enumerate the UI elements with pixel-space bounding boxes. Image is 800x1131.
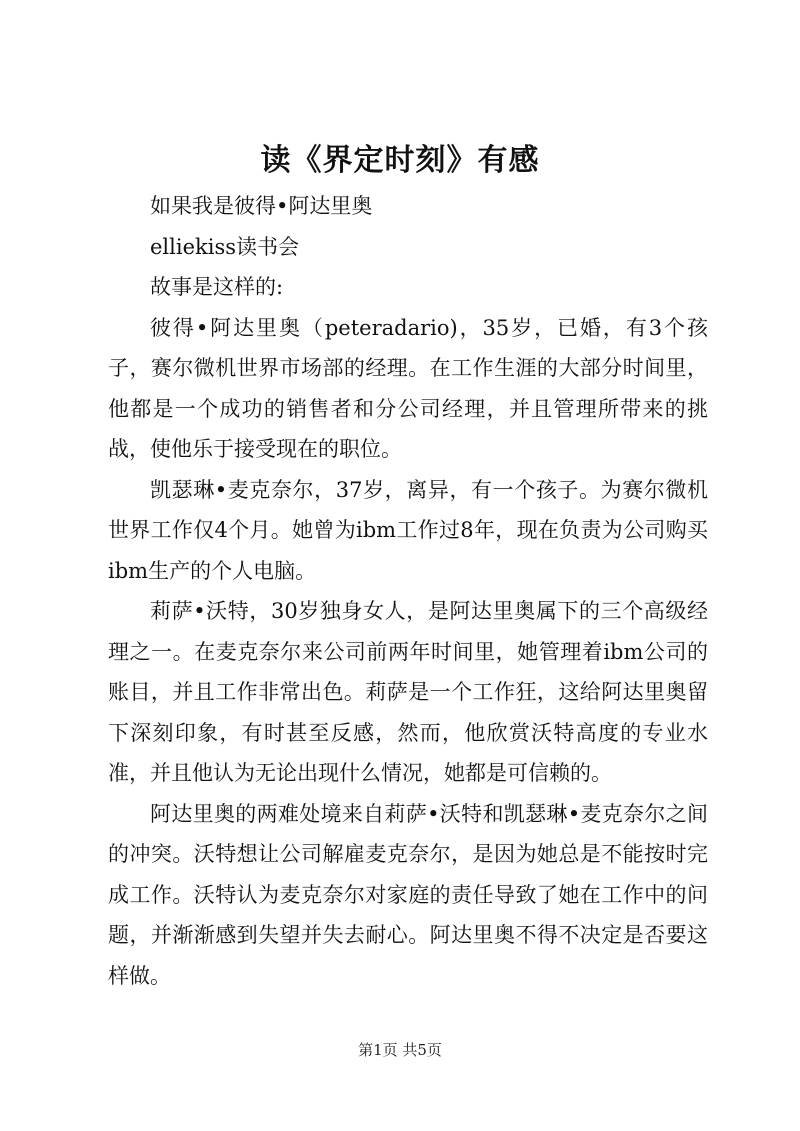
document-title: 读《界定时刻》有感 [260,143,540,178]
paragraph-1: 如果我是彼得•阿达里奥 [150,194,373,218]
paragraph-2: elliekiss读书会 [150,234,299,259]
document-body [108,186,708,996]
paragraph-6: 莉萨•沃特，30岁独身女人，是阿达里奥属下的三个高级经理之一。在麦克奈尔来公司前两年时间里，她管理着ibm公司的账目，并且工作非常出色。莉萨是一个工作狂，这给阿达里奥留下深刻印象，有时甚至反感，然而，他欣赏沃特高度的专业水准，并且他认为无论出现什么情况，她都是可信赖的。 [108,599,708,785]
paragraph-4: 彼得•阿达里奥（peteradario)，35岁，已婚，有3个孩子，赛尔微机世界市场部的经理。在工作生涯的大部分时间里，他都是一个成功的销售者和分公司经理，并且管理所带来的挑战，使他乐于接受现在的职位。 [108,315,708,461]
paragraph-5: 凯瑟琳•麦克奈尔，37岁，离异，有一个孩子。为赛尔微机世界工作仅4个月。她曾为ibm工作过8年，现在负责为公司购买ibm生产的个人电脑。 [108,477,708,583]
page-footer: 第1页 共5页 [358,1041,442,1059]
paragraph-3: 故事是这样的: [150,275,284,299]
paragraph-7: 阿达里奥的两难处境来自莉萨•沃特和凯瑟琳•麦克奈尔之间的冲突。沃特想让公司解雇麦克奈尔，是因为她总是不能按时完成工作。沃特认为麦克奈尔对家庭的责任导致了她在工作中的问题，并渐渐感到失望并失去耐心。阿达里奥不得不决定是否要这样做。 [108,801,708,988]
